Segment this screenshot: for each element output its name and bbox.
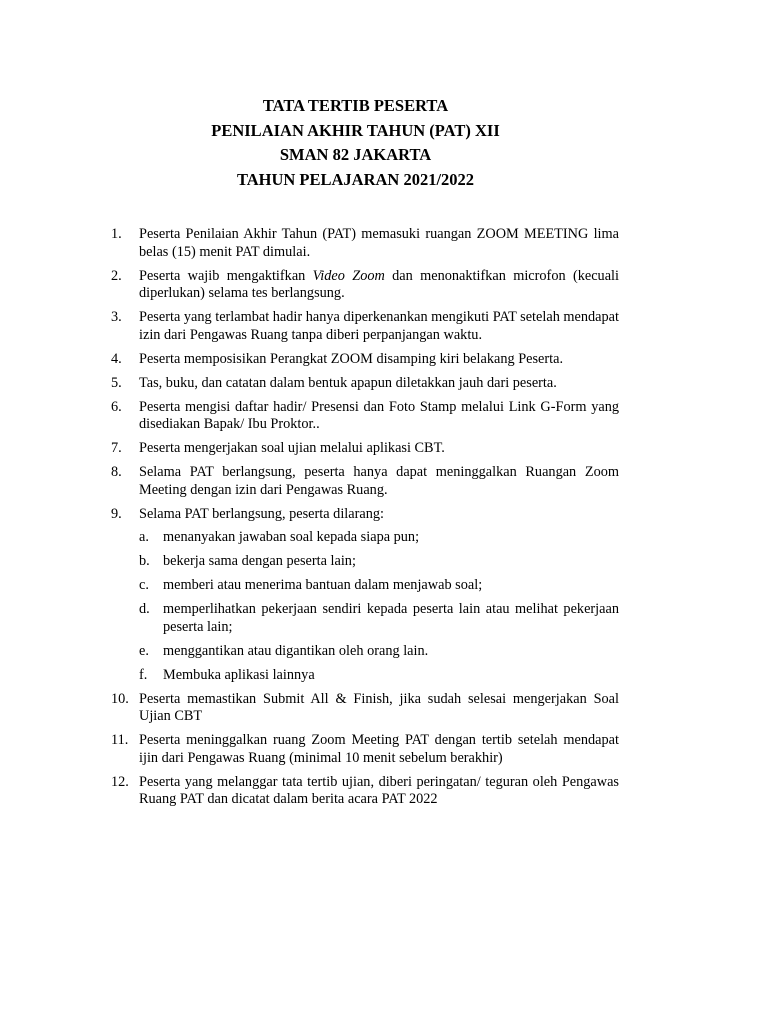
title-line-3: SMAN 82 JAKARTA [279, 145, 432, 164]
prohibited-text: memperlihatkan pekerjaan sendiri kepada peserta lain atau melihat pekerjaan peserta lain; [163, 601, 619, 635]
rule-number: 2. [111, 267, 122, 284]
prohibited-item [139, 529, 619, 547]
rule-item [111, 375, 619, 393]
rules-list [111, 226, 619, 815]
rule-text: Peserta memastikan Submit All & Finish, jika sudah selesai mengerjakan Soal Ujian CBT [139, 690, 619, 724]
title-line-2: PENILAIAN AKHIR TAHUN (PAT) XII [211, 120, 500, 140]
rule-text: Peserta yang melanggar tata tertib ujian, diberi peringatan/ teguran oleh Pengawas Ruang PAT dan dicatat dalam berita acara PAT 2022 [139, 773, 619, 807]
rule-number: 1. [111, 226, 122, 242]
rule-number: 8. [111, 464, 122, 480]
rule-number: 7. [111, 440, 122, 456]
rule-number: 9. [111, 505, 122, 522]
prohibited-item [139, 577, 619, 595]
rule-text: Selama PAT berlangsung, peserta dilarang: [139, 505, 384, 522]
prohibited-text: menanyakan jawaban soal kepada siapa pun; [163, 529, 420, 545]
title-line-4: TAHUN PELAJARAN 2021/2022 [236, 169, 475, 189]
rule-text-part: dan menonaktifkan microfon (kecuali diperlukan) selama tes berlangsung. [139, 267, 619, 301]
rule-text: Peserta mengisi daftar hadir/ Presensi dan Foto Stamp melalui Link G-Form yang disediakan Bapak/ Ibu Proktor.. [139, 398, 619, 432]
rule-item [111, 399, 619, 434]
rule-text: Selama PAT berlangsung, peserta hanya dapat meninggalkan Ruangan Zoom Meeting dengan izin dari Pengawas Ruang. [139, 464, 619, 498]
title-line-1: TATA TERTIB PESERTA [262, 96, 449, 115]
rule-number: 4. [111, 350, 122, 367]
rule-item [111, 351, 619, 369]
rule-item [111, 506, 619, 685]
rule-text [139, 268, 619, 303]
prohibited-label: f. [139, 666, 148, 683]
prohibited-text: bekerja sama dengan peserta lain; [163, 553, 356, 569]
rule-item [111, 732, 619, 767]
rule-item [111, 464, 619, 499]
prohibited-list [139, 529, 619, 684]
prohibited-item [139, 553, 619, 571]
prohibited-text: menggantikan atau digantikan oleh orang lain. [163, 642, 429, 659]
rule-text: Peserta mengerjakan soal ujian melalui aplikasi CBT. [139, 440, 445, 456]
rule-text: Peserta Penilaian Akhir Tahun (PAT) memasuki ruangan ZOOM MEETING lima belas (15) menit PAT dimulai. [139, 226, 619, 260]
rule-item [111, 268, 619, 303]
prohibited-text: memberi atau menerima bantuan dalam menjawab soal; [163, 577, 483, 593]
rule-number: 5. [111, 374, 122, 391]
rule-number: 11. [111, 732, 129, 748]
rule-number: 12. [111, 773, 129, 790]
rule-item [111, 226, 619, 261]
rule-item [111, 774, 619, 809]
rule-item [111, 691, 619, 726]
document-title [0, 94, 711, 192]
rule-number: 10. [111, 690, 129, 707]
rule-item [111, 309, 619, 344]
rule-item [111, 440, 619, 458]
rule-text-part: Peserta wajib mengaktifkan [139, 267, 313, 284]
rule-number: 6. [111, 398, 122, 415]
prohibited-item [139, 667, 619, 685]
prohibited-item [139, 643, 619, 661]
rule-text: Peserta memposisikan Perangkat ZOOM disamping kiri belakang Peserta. [139, 350, 564, 367]
prohibited-label: c. [139, 577, 149, 593]
rule-text: Peserta yang terlambat hadir hanya diperkenankan mengikuti PAT setelah mendapat izin dari Pengawas Ruang tanpa diberi perpanjangan waktu. [139, 309, 619, 343]
prohibited-text: Membuka aplikasi lainnya [163, 666, 315, 683]
prohibited-label: b. [139, 553, 150, 569]
rule-text-italic: Video Zoom [312, 267, 385, 284]
prohibited-label: d. [139, 601, 150, 617]
prohibited-label: a. [139, 529, 149, 545]
prohibited-item [139, 601, 619, 636]
rule-number: 3. [111, 309, 122, 325]
rule-text: Tas, buku, dan catatan dalam bentuk apapun diletakkan jauh dari peserta. [139, 374, 557, 391]
rule-text: Peserta meninggalkan ruang Zoom Meeting PAT dengan tertib setelah mendapat ijin dari Pengawas Ruang (minimal 10 menit sebelum berakhir) [139, 732, 619, 766]
prohibited-label: e. [139, 642, 149, 659]
